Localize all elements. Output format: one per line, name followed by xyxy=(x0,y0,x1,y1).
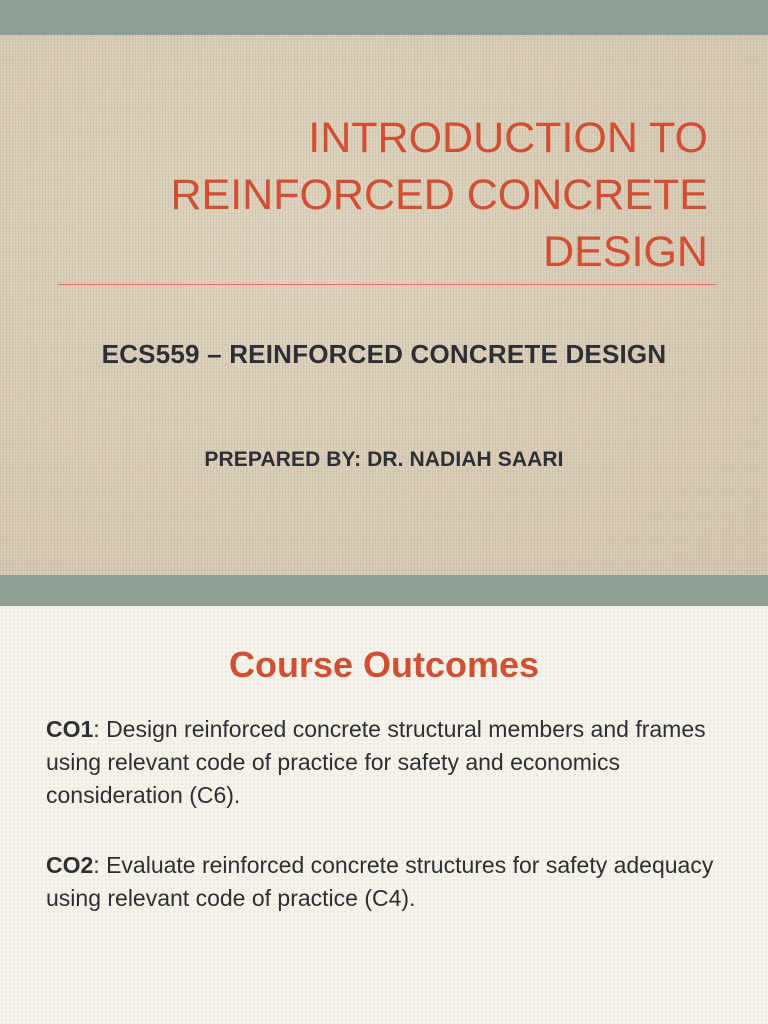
top-band xyxy=(0,0,768,35)
slide-separator-band xyxy=(0,575,768,606)
outcome-text: : Evaluate reinforced concrete structures for safety adequacy using relevant code of practice (C4). xyxy=(46,852,714,911)
title-line-1: INTRODUCTION TO xyxy=(308,114,708,162)
slide-title xyxy=(68,110,708,281)
course-outcomes-heading: Course Outcomes xyxy=(228,644,540,685)
outcome-code: CO2 xyxy=(46,852,94,878)
outcome-code: CO1 xyxy=(46,716,94,742)
title-line-2: REINFORCED CONCRETE xyxy=(170,171,708,219)
outcome-text: : Design reinforced concrete structural members and frames using relevant code of practice for safety and economics consideration (C6). xyxy=(46,716,706,808)
course-subtitle: ECS559 – REINFORCED CONCRETE DESIGN xyxy=(101,339,667,369)
title-line-3: DESIGN xyxy=(543,228,708,276)
course-outcomes-slide xyxy=(0,606,768,1024)
title-divider xyxy=(58,284,716,285)
outcome-co1 xyxy=(46,713,716,812)
title-slide xyxy=(0,35,768,575)
prepared-by: PREPARED BY: DR. NADIAH SAARI xyxy=(204,448,564,471)
outcome-co2 xyxy=(46,849,716,915)
